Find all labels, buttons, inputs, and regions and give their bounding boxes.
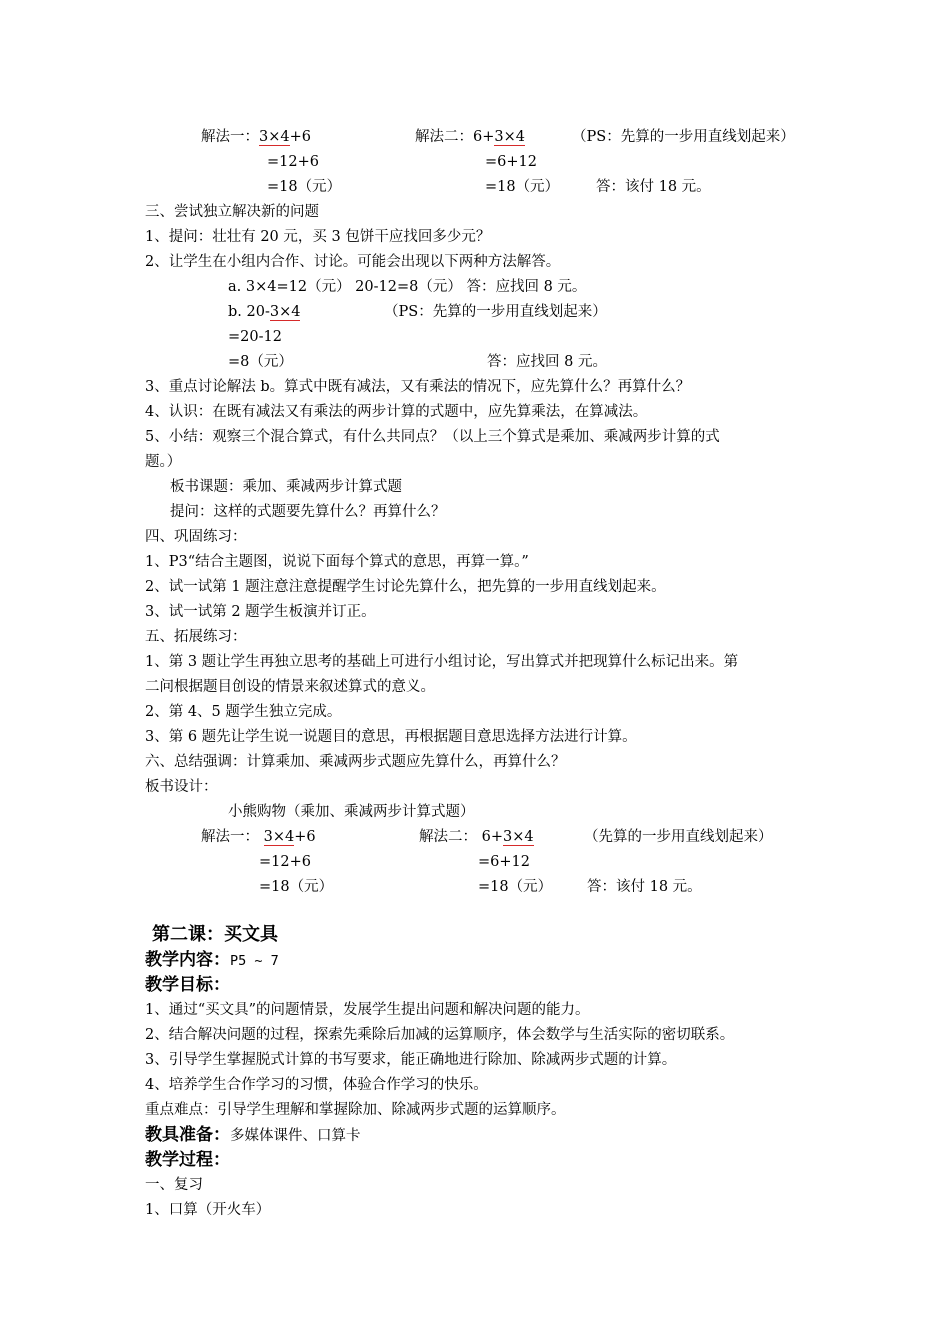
board-solution-one-line2: =12+6 xyxy=(259,854,311,870)
tools-value: 多媒体课件、口算卡 xyxy=(230,1128,361,1144)
content-label: 教学内容： xyxy=(145,950,230,970)
section-4-item-3: 3、试一试第 2 题学生板演并订正。 xyxy=(145,604,376,620)
goal-2: 2、结合解决问题的过程，探索先乘除后加减的运算顺序，体会数学与生活实际的密切联系。 xyxy=(145,1027,735,1043)
section-3-item-2: 2、让学生在小组内合作、讨论。可能会出现以下两种方法解答。 xyxy=(145,254,561,270)
section-5-item-2: 2、第 4、5 题学生独立完成。 xyxy=(145,704,342,720)
underlined-step: 3×4 xyxy=(269,304,301,320)
process-label: 教学过程： xyxy=(145,1150,230,1170)
method-b-line2: =20-12 xyxy=(228,329,282,345)
lesson-2-title: 第二课：买文具 xyxy=(152,924,278,945)
ps-note: （PS：先算的一步用直线划起来） xyxy=(384,304,607,320)
board-answer: 答：该付 18 元。 xyxy=(587,879,702,895)
content-row xyxy=(145,950,279,971)
section-3-title: 三、尝试独立解决新的问题 xyxy=(145,204,319,220)
board-solution-two-line3: =18（元） xyxy=(478,879,553,895)
section-3-item-5: 5、小结：观察三个混合算式，有什么共同点？（以上三个算式是乘加、乘减两步计算的式 xyxy=(145,429,720,445)
solution-two-line2: =6+12 xyxy=(485,154,537,170)
board-design-label: 板书设计： xyxy=(145,779,218,795)
section-3-item-4: 4、认识：在既有减法又有乘法的两步计算的式题中，应先算乘法，在算减法。 xyxy=(145,404,648,420)
solution-two-label: 解法二： xyxy=(415,129,473,145)
ps-note: （PS：先算的一步用直线划起来） xyxy=(572,129,795,145)
question-prompt: 提问：这样的式题要先算什么？再算什么？ xyxy=(170,504,446,520)
section-5-item-1-cont: 二问根据题目创设的情景来叙述算式的意义。 xyxy=(145,679,435,695)
section-4-item-2: 2、试一试第 1 题注意注意提醒学生讨论先算什么，把先算的一步用直线划起来。 xyxy=(145,579,666,595)
board-design-title: 小熊购物（乘加、乘减两步计算式题） xyxy=(228,804,475,820)
underlined-step: 3×4 xyxy=(263,829,295,845)
board-solution-one-line3: =18（元） xyxy=(259,879,334,895)
section-4-title: 四、巩固练习： xyxy=(145,529,247,545)
solution-two-line3: =18（元） xyxy=(485,179,560,195)
tools-row xyxy=(145,1125,361,1146)
solution-one-line3: =18（元） xyxy=(267,179,342,195)
oral-calc-item: 1、口算（开火车） xyxy=(145,1202,271,1218)
section-6-title: 六、总结强调：计算乘加、乘减两步式题应先算什么，再算什么？ xyxy=(145,754,566,770)
solution-one-line1 xyxy=(201,127,311,147)
section-5-item-1: 1、第 3 题让学生再独立思考的基础上可进行小组讨论，写出算式并把现算什么标记出来。第 xyxy=(145,654,739,670)
answer-text: 答：应找回 8 元。 xyxy=(487,354,607,370)
expression-prefix: 6+ xyxy=(473,129,495,145)
board-solution-one-line1 xyxy=(201,827,316,847)
solution-two-line1 xyxy=(415,127,525,147)
goals-label: 教学目标： xyxy=(145,975,230,995)
tools-label: 教具准备： xyxy=(145,1125,230,1145)
section-5-item-3: 3、第 6 题先让学生说一说题目的意思，再根据题目意思选择方法进行计算。 xyxy=(145,729,637,745)
method-a: a. 3×4=12（元） 20-12=8（元） 答：应找回 8 元。 xyxy=(228,279,587,295)
expression-prefix: 6+ xyxy=(481,829,503,845)
solution-one-label: 解法一： xyxy=(201,129,259,145)
goal-3: 3、引导学生掌握脱式计算的书写要求，能正确地进行除加、除减两步式题的计算。 xyxy=(145,1052,677,1068)
method-b-line1 xyxy=(228,302,300,322)
section-3-item-3: 3、重点讨论解法 b。算式中既有减法，又有乘法的情况下，应先算什么？再算什么？ xyxy=(145,379,691,395)
method-b-line3: =8（元） xyxy=(228,354,293,370)
solution-one-line2: =12+6 xyxy=(267,154,319,170)
key-points: 重点难点：引导学生理解和掌握除加、除减两步式题的运算顺序。 xyxy=(145,1102,566,1118)
board-topic: 板书课题：乘加、乘减两步计算式题 xyxy=(170,479,402,495)
section-5-title: 五、拓展练习： xyxy=(145,629,247,645)
board-note: （先算的一步用直线划起来） xyxy=(584,829,773,845)
review-title: 一、复习 xyxy=(145,1177,203,1193)
board-solution-two-line2: =6+12 xyxy=(478,854,530,870)
underlined-step: 3×4 xyxy=(494,129,525,145)
section-4-item-1: 1、P3“结合主题图，说说下面每个算式的意思，再算一算。” xyxy=(145,554,529,570)
expression-prefix: b. 20- xyxy=(228,304,270,320)
underlined-step: 3×4 xyxy=(502,829,534,845)
answer-text: 答：该付 18 元。 xyxy=(596,179,711,195)
expression-rest: +6 xyxy=(289,129,311,145)
section-3-item-1: 1、提问：壮壮有 20 元，买 3 包饼干应找回多少元？ xyxy=(145,229,491,245)
section-3-item-5-cont: 题。） xyxy=(145,454,182,470)
underlined-step: 3×4 xyxy=(259,129,290,145)
solution-two-label: 解法二： xyxy=(419,829,477,845)
expression-rest: +6 xyxy=(294,829,316,845)
board-solution-two-line1 xyxy=(419,827,534,847)
solution-one-label: 解法一： xyxy=(201,829,259,845)
goal-1: 1、通过“买文具”的问题情景，发展学生提出问题和解决问题的能力。 xyxy=(145,1002,590,1018)
content-value: P5 ~ 7 xyxy=(230,953,279,969)
goal-4: 4、培养学生合作学习的习惯，体验合作学习的快乐。 xyxy=(145,1077,488,1093)
